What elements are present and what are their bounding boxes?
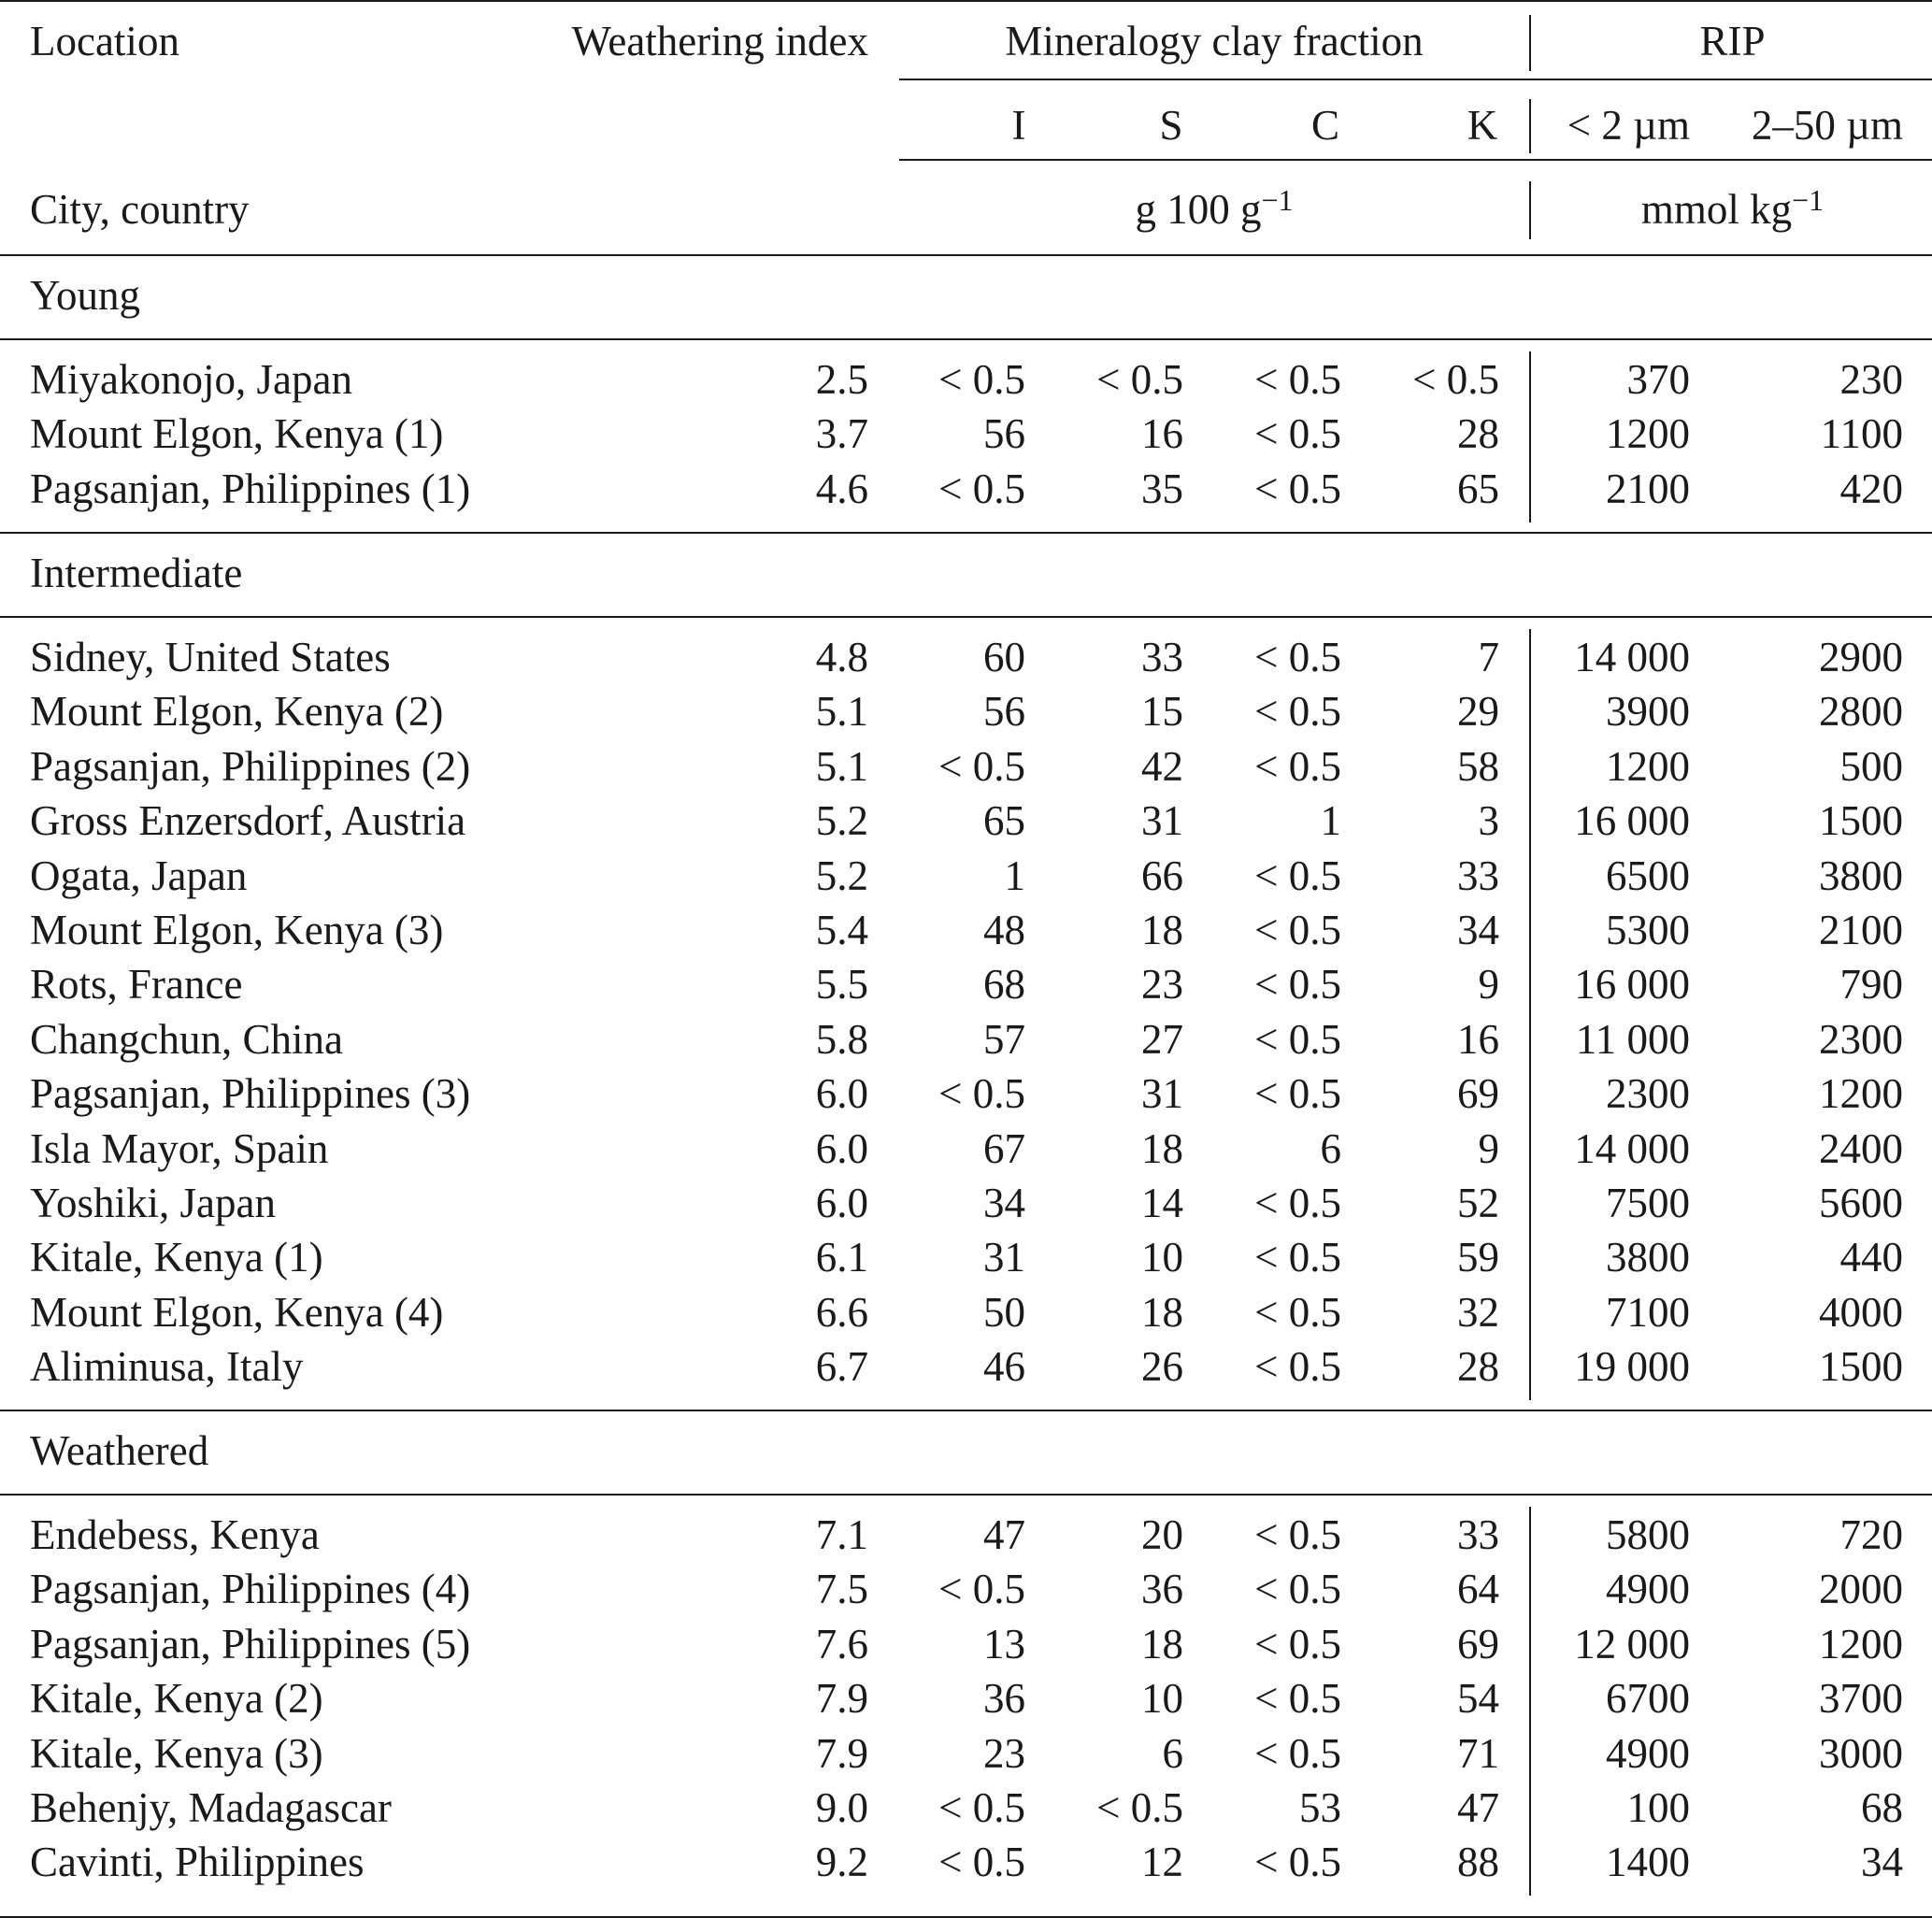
header-bottom-rule	[0, 254, 1932, 256]
table-cell: 18	[1141, 1289, 1183, 1336]
table-cell: 6.7	[815, 1343, 868, 1390]
table-cell: < 0.5	[1254, 852, 1341, 899]
table-cell: 10	[1141, 1234, 1183, 1281]
group-divider	[1529, 351, 1531, 522]
cell-location: Yoshiki, Japan	[30, 1180, 276, 1226]
header-rip: RIP	[1699, 18, 1766, 64]
table-cell: 5.1	[815, 743, 868, 790]
table-cell: 9	[1478, 1125, 1499, 1172]
table-cell: 56	[983, 410, 1025, 457]
table-cell: 5.1	[815, 688, 868, 735]
table-cell: < 0.5	[1254, 1675, 1341, 1722]
table-cell: < 0.5	[1254, 634, 1341, 680]
cell-location: Mount Elgon, Kenya (2)	[30, 688, 444, 735]
header-weathering-index: Weathering index	[571, 18, 868, 64]
group-label: Weathered	[30, 1427, 209, 1474]
table-cell: 6.0	[815, 1180, 868, 1226]
table-cell: 18	[1141, 907, 1183, 953]
table-cell: 46	[983, 1343, 1025, 1390]
table-cell: 720	[1839, 1511, 1903, 1558]
table-cell: 29	[1457, 688, 1499, 735]
table-cell: 2300	[1606, 1070, 1690, 1117]
table-cell: 4000	[1819, 1289, 1903, 1336]
table-cell: 68	[1861, 1784, 1903, 1831]
table-cell: 32	[1457, 1289, 1499, 1336]
table-cell: 2900	[1819, 634, 1903, 680]
table-cell: 7.6	[815, 1621, 868, 1668]
table-cell: 1200	[1606, 743, 1690, 790]
table-cell: 19 000	[1574, 1343, 1690, 1390]
table-cell: < 0.5	[1254, 1730, 1341, 1777]
table-cell: < 0.5	[1254, 410, 1341, 457]
table-cell: 64	[1457, 1566, 1499, 1612]
cell-location: Mount Elgon, Kenya (4)	[30, 1289, 444, 1336]
table-cell: 6.1	[815, 1234, 868, 1281]
table-cell: 5300	[1606, 907, 1690, 953]
table-cell: 500	[1839, 743, 1903, 790]
table-cell: 16 000	[1574, 797, 1690, 844]
table-cell: < 0.5	[1254, 1180, 1341, 1226]
table-cell: < 0.5	[1254, 961, 1341, 1008]
cell-location: Behenjy, Madagascar	[30, 1784, 392, 1831]
cell-location: Pagsanjan, Philippines (3)	[30, 1070, 471, 1117]
table-cell: 1200	[1819, 1070, 1903, 1117]
table-cell: 56	[983, 688, 1025, 735]
table-cell: 9	[1478, 961, 1499, 1008]
table-cell: 1	[1004, 852, 1025, 899]
table-cell: 14 000	[1574, 634, 1690, 680]
unit-divider	[1529, 181, 1531, 239]
cell-location: Rots, France	[30, 961, 243, 1008]
cell-location: Miyakonojo, Japan	[30, 356, 352, 403]
table-cell: 53	[1299, 1784, 1341, 1831]
group-label: Young	[30, 272, 140, 319]
table-cell: 59	[1457, 1234, 1499, 1281]
table-cell: 16	[1141, 410, 1183, 457]
table-cell: 52	[1457, 1180, 1499, 1226]
group-rule	[0, 338, 1932, 340]
table-cell: 54	[1457, 1675, 1499, 1722]
cell-location: Kitale, Kenya (1)	[30, 1234, 323, 1281]
table-cell: 26	[1141, 1343, 1183, 1390]
table-cell: < 0.5	[938, 743, 1025, 790]
table-cell: < 0.5	[938, 356, 1025, 403]
table-cell: 5800	[1606, 1511, 1690, 1558]
table-cell: < 0.5	[1254, 743, 1341, 790]
table-cell: 6.0	[815, 1125, 868, 1172]
table-cell: 1200	[1819, 1621, 1903, 1668]
table-cell: 6	[1162, 1730, 1183, 1777]
cell-location: Pagsanjan, Philippines (2)	[30, 743, 471, 790]
table-cell: < 0.5	[1254, 688, 1341, 735]
table-cell: 13	[983, 1621, 1025, 1668]
table-cell: 100	[1626, 1784, 1690, 1831]
group-divider	[1529, 1507, 1531, 1896]
table-cell: 47	[1457, 1784, 1499, 1831]
table-cell: < 0.5	[1254, 1511, 1341, 1558]
table-cell: 7.1	[815, 1511, 868, 1558]
header-sub-k: K	[1467, 102, 1498, 149]
table-cell: 4900	[1606, 1730, 1690, 1777]
table-cell: 2000	[1819, 1566, 1903, 1612]
table-cell: 27	[1141, 1016, 1183, 1063]
table-cell: 1200	[1606, 410, 1690, 457]
table-cell: 5.4	[815, 907, 868, 953]
table-cell: 7.9	[815, 1730, 868, 1777]
table-cell: 69	[1457, 1070, 1499, 1117]
table-cell: < 0.5	[1254, 1621, 1341, 1668]
table-cell: 4900	[1606, 1566, 1690, 1612]
table-cell: < 0.5	[1254, 1234, 1341, 1281]
table-cell: 60	[983, 634, 1025, 680]
table-cell: < 0.5	[938, 1566, 1025, 1612]
table-cell: 31	[983, 1234, 1025, 1281]
header-mineralogy: Mineralogy clay fraction	[1005, 18, 1424, 64]
table-cell: 48	[983, 907, 1025, 953]
cell-location: Endebess, Kenya	[30, 1511, 320, 1558]
table-cell: 6500	[1606, 852, 1690, 899]
table-cell: 67	[983, 1125, 1025, 1172]
table-cell: 3800	[1606, 1234, 1690, 1281]
header-sub-s: S	[1159, 102, 1183, 149]
cell-location: Pagsanjan, Philippines (5)	[30, 1621, 471, 1668]
cell-location: Cavinti, Philippines	[30, 1839, 365, 1885]
table-cell: 9.0	[815, 1784, 868, 1831]
table-cell: 50	[983, 1289, 1025, 1336]
group-rule	[0, 1494, 1932, 1496]
table-cell: < 0.5	[1254, 1016, 1341, 1063]
table-cell: 31	[1141, 1070, 1183, 1117]
table-cell: 4.6	[815, 465, 868, 512]
table-cell: 230	[1839, 356, 1903, 403]
table-cell: 36	[1141, 1566, 1183, 1612]
table-cell: 2100	[1606, 465, 1690, 512]
table-cell: 57	[983, 1016, 1025, 1063]
table-cell: 3000	[1819, 1730, 1903, 1777]
table-cell: 6.6	[815, 1289, 868, 1336]
table-cell: 2400	[1819, 1125, 1903, 1172]
header-city-country: City, country	[30, 186, 250, 233]
table-cell: 16 000	[1574, 961, 1690, 1008]
table-cell: 7500	[1606, 1180, 1690, 1226]
table-cell: < 0.5	[1254, 1070, 1341, 1117]
cell-location: Pagsanjan, Philippines (1)	[30, 465, 471, 512]
cell-location: Changchun, China	[30, 1016, 343, 1063]
cell-location: Sidney, United States	[30, 634, 391, 680]
header-sub-c: C	[1310, 102, 1339, 149]
table-cell: 5.2	[815, 852, 868, 899]
unit-mineralogy: g 100 $g^{-1}$	[1135, 183, 1294, 233]
cell-location: Mount Elgon, Kenya (1)	[30, 410, 444, 457]
table-cell: 66	[1141, 852, 1183, 899]
table-cell: < 0.5	[1412, 356, 1499, 403]
table-cell: < 0.5	[938, 1070, 1025, 1117]
table-cell: < 0.5	[1254, 1839, 1341, 1885]
table-cell: 18	[1141, 1621, 1183, 1668]
table-cell: 33	[1457, 852, 1499, 899]
table-cell: 34	[1861, 1839, 1903, 1885]
table-cell: 28	[1457, 410, 1499, 457]
table-cell: < 0.5	[938, 1839, 1025, 1885]
table-cell: 18	[1141, 1125, 1183, 1172]
header-sub-2-50um: 2–50 µm	[1751, 102, 1903, 149]
table-cell: 3.7	[815, 410, 868, 457]
header-sub-lt2um: < 2 µm	[1567, 102, 1690, 149]
table-cell: 35	[1141, 465, 1183, 512]
table-cell: < 0.5	[938, 465, 1025, 512]
table-cell: 3900	[1606, 688, 1690, 735]
table-cell: 4.8	[815, 634, 868, 680]
group-label: Intermediate	[30, 550, 243, 596]
table-cell: 34	[1457, 907, 1499, 953]
cell-location: Ogata, Japan	[30, 852, 248, 899]
table-cell: 12	[1141, 1839, 1183, 1885]
table-cell: 7100	[1606, 1289, 1690, 1336]
table-cell: < 0.5	[1254, 907, 1341, 953]
table-cell: 42	[1141, 743, 1183, 790]
table-cell: 28	[1457, 1343, 1499, 1390]
table-cell: 1500	[1819, 1343, 1903, 1390]
header-divider	[1529, 15, 1531, 71]
table-cell: < 0.5	[1096, 356, 1183, 403]
cell-location: Gross Enzersdorf, Austria	[30, 797, 466, 844]
table-cell: 7.5	[815, 1566, 868, 1612]
table-cell: 58	[1457, 743, 1499, 790]
table-cell: 9.2	[815, 1839, 868, 1885]
table-cell: 3	[1478, 797, 1499, 844]
table-cell: 65	[983, 797, 1025, 844]
table-cell: 12 000	[1574, 1621, 1690, 1668]
table-cell: < 0.5	[1254, 1343, 1341, 1390]
header-sub-i: I	[1011, 102, 1026, 149]
table-cell: 33	[1141, 634, 1183, 680]
cell-location: Isla Mayor, Spain	[30, 1125, 329, 1172]
table-cell: 20	[1141, 1511, 1183, 1558]
top-rule	[0, 0, 1932, 2]
table-cell: 420	[1839, 465, 1903, 512]
table-cell: 36	[983, 1675, 1025, 1722]
table-cell: 34	[983, 1180, 1025, 1226]
table-cell: 5.8	[815, 1016, 868, 1063]
table-cell: 2800	[1819, 688, 1903, 735]
table-cell: 790	[1839, 961, 1903, 1008]
table-cell: 23	[983, 1730, 1025, 1777]
mineralogy-rule	[899, 79, 1932, 80]
cell-location: Pagsanjan, Philippines (4)	[30, 1566, 471, 1612]
table-cell: 370	[1626, 356, 1690, 403]
table-cell: 7.9	[815, 1675, 868, 1722]
cell-location: Kitale, Kenya (2)	[30, 1675, 323, 1722]
table-cell: 47	[983, 1511, 1025, 1558]
cell-location: Aliminusa, Italy	[30, 1343, 304, 1390]
table-cell: 3700	[1819, 1675, 1903, 1722]
table-cell: 33	[1457, 1511, 1499, 1558]
table-cell: 6700	[1606, 1675, 1690, 1722]
table-cell: < 0.5	[1096, 1784, 1183, 1831]
table-cell: 15	[1141, 688, 1183, 735]
table-cell: 1	[1320, 797, 1341, 844]
table-cell: 1100	[1820, 410, 1903, 457]
sub-header-rule	[899, 159, 1932, 161]
table-cell: 440	[1839, 1234, 1903, 1281]
group-end-rule	[0, 532, 1932, 534]
group-divider	[1529, 629, 1531, 1400]
table-cell: 14 000	[1574, 1125, 1690, 1172]
table-cell: 1500	[1819, 797, 1903, 844]
table-cell: < 0.5	[1254, 356, 1341, 403]
table-cell: 7	[1478, 634, 1499, 680]
sub-header-divider	[1529, 99, 1531, 153]
table-cell: 6.0	[815, 1070, 868, 1117]
table-cell: 68	[983, 961, 1025, 1008]
table-cell: 14	[1141, 1180, 1183, 1226]
table-cell: 2100	[1819, 907, 1903, 953]
header-location: Location	[30, 18, 179, 64]
table-cell: 65	[1457, 465, 1499, 512]
table-cell: 16	[1457, 1016, 1499, 1063]
table-cell: < 0.5	[1254, 1566, 1341, 1612]
table-cell: 71	[1457, 1730, 1499, 1777]
table-cell: < 0.5	[1254, 1289, 1341, 1336]
group-end-rule	[0, 1410, 1932, 1411]
table-cell: 88	[1457, 1839, 1499, 1885]
table-cell: < 0.5	[1254, 465, 1341, 512]
table-cell: < 0.5	[938, 1784, 1025, 1831]
group-rule	[0, 616, 1932, 618]
table-cell: 5.2	[815, 797, 868, 844]
table-cell: 31	[1141, 797, 1183, 844]
table-cell: 2300	[1819, 1016, 1903, 1063]
table-cell: 5.5	[815, 961, 868, 1008]
cell-location: Kitale, Kenya (3)	[30, 1730, 323, 1777]
table-cell: 11 000	[1575, 1016, 1690, 1063]
table-cell: 69	[1457, 1621, 1499, 1668]
table-cell: 6	[1320, 1125, 1341, 1172]
cell-location: Mount Elgon, Kenya (3)	[30, 907, 444, 953]
table-cell: 2.5	[815, 356, 868, 403]
table-cell: 5600	[1819, 1180, 1903, 1226]
unit-rip: mmol $kg^{-1}$	[1640, 183, 1825, 233]
table-cell: 23	[1141, 961, 1183, 1008]
table-cell: 1400	[1606, 1839, 1690, 1885]
table-cell: 3800	[1819, 852, 1903, 899]
table-cell: 10	[1141, 1675, 1183, 1722]
